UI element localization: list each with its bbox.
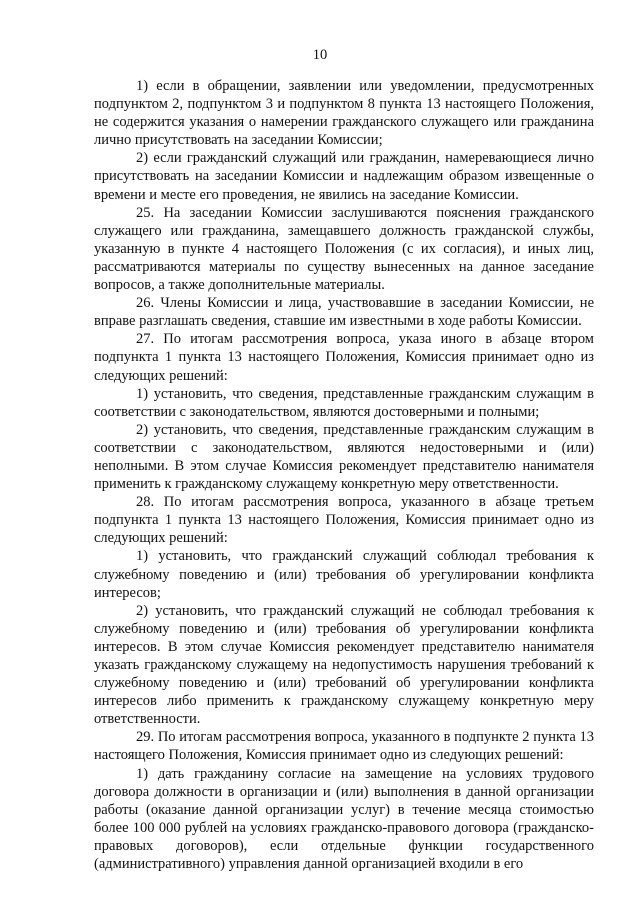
paragraph-28: 28. По итогам рассмотрения вопроса, указанного в абзаце третьем подпункта 1 пункта 13 настоящего Положения, Комиссия принимает одно из следующих решений:: [94, 494, 594, 547]
paragraph-28-item-2: 2) установить, что гражданский служащий не соблюдал требования к служебному поведению и (или) требования об урегулировании конфликта интересов. В этом случае Комиссия рекомендует представителю нанимателя указать гражданскому служащему на недопустимость нарушения требований к служебному поведению и (или) требований об урегулировании конфликта интересов либо применить к гражданскому служащему конкретную меру ответственности.: [94, 602, 594, 728]
paragraph-29: 29. По итогам рассмотрения вопроса, указанного в подпункте 2 пункта 13 настоящего Положения, Комиссия принимает одно из следующих решений:: [94, 729, 594, 764]
document-body: [94, 77, 594, 873]
paragraph-28-item-1: 1) установить, что гражданский служащий соблюдал требования к служебному поведению и (или) требования об урегулировании конфликта интересов;: [94, 548, 594, 601]
page-number: 10: [312, 47, 328, 63]
paragraph-27: 27. По итогам рассмотрения вопроса, указа иного в абзаце втором подпункта 1 пункта 13 настоящего Положения, Комиссия принимает одно из следующих решений:: [94, 331, 594, 384]
paragraph-26: 26. Члены Комиссии и лица, участвовавшие в заседании Комиссии, не вправе разглашать сведения, ставшие им известными в ходе работы Комиссии.: [94, 295, 594, 330]
paragraph-24-item-1: 1) если в обращении, заявлении или уведомлении, предусмотренных подпунктом 2, подпунктом 3 и подпунктом 8 пункта 13 настоящего Положения, не содержится указания о намерении гражданского служащего или гражданина лично присутствовать на заседании Комиссии;: [94, 78, 594, 149]
paragraph-25: 25. На заседании Комиссии заслушиваются пояснения гражданского служащего или гражданина, замещавшего должность гражданской службы, указанную в пункте 4 настоящего Положения (с их согласия), и иных лиц, рассматриваются материалы по существу вынесенных на данное заседание вопросов, а также дополнительные материалы.: [94, 204, 594, 294]
paragraph-27-item-2: 2) установить, что сведения, представленные гражданским служащим в соответствии с законодательством, являются недостоверными и (или) неполными. В этом случае Комиссия рекомендует представителю нанимателя применить к гражданскому служащему конкретную меру ответственности.: [94, 421, 594, 493]
paragraph-27-item-1: 1) установить, что сведения, представленные гражданским служащим в соответствии с законодательством, являются достоверными и полными;: [94, 385, 594, 420]
paragraph-24-item-2: 2) если гражданский служащий или гражданин, намеревающиеся лично присутствовать на заседании Комиссии и надлежащим образом извещенные о времени и месте его проведения, не явились на заседание Комиссии.: [94, 150, 594, 203]
paragraph-29-item-1: 1) дать гражданину согласие на замещение на условиях трудового договора должности в организации и (или) выполнения в данной организации работы (оказание данной организации услуг) в течение месяца стоимостью более 100 000 рублей на условиях гражданско-правового договора (гражданско-правовых договоров), если отдельные функции государственного (административного) управления данной организацией входили в его: [94, 765, 594, 873]
